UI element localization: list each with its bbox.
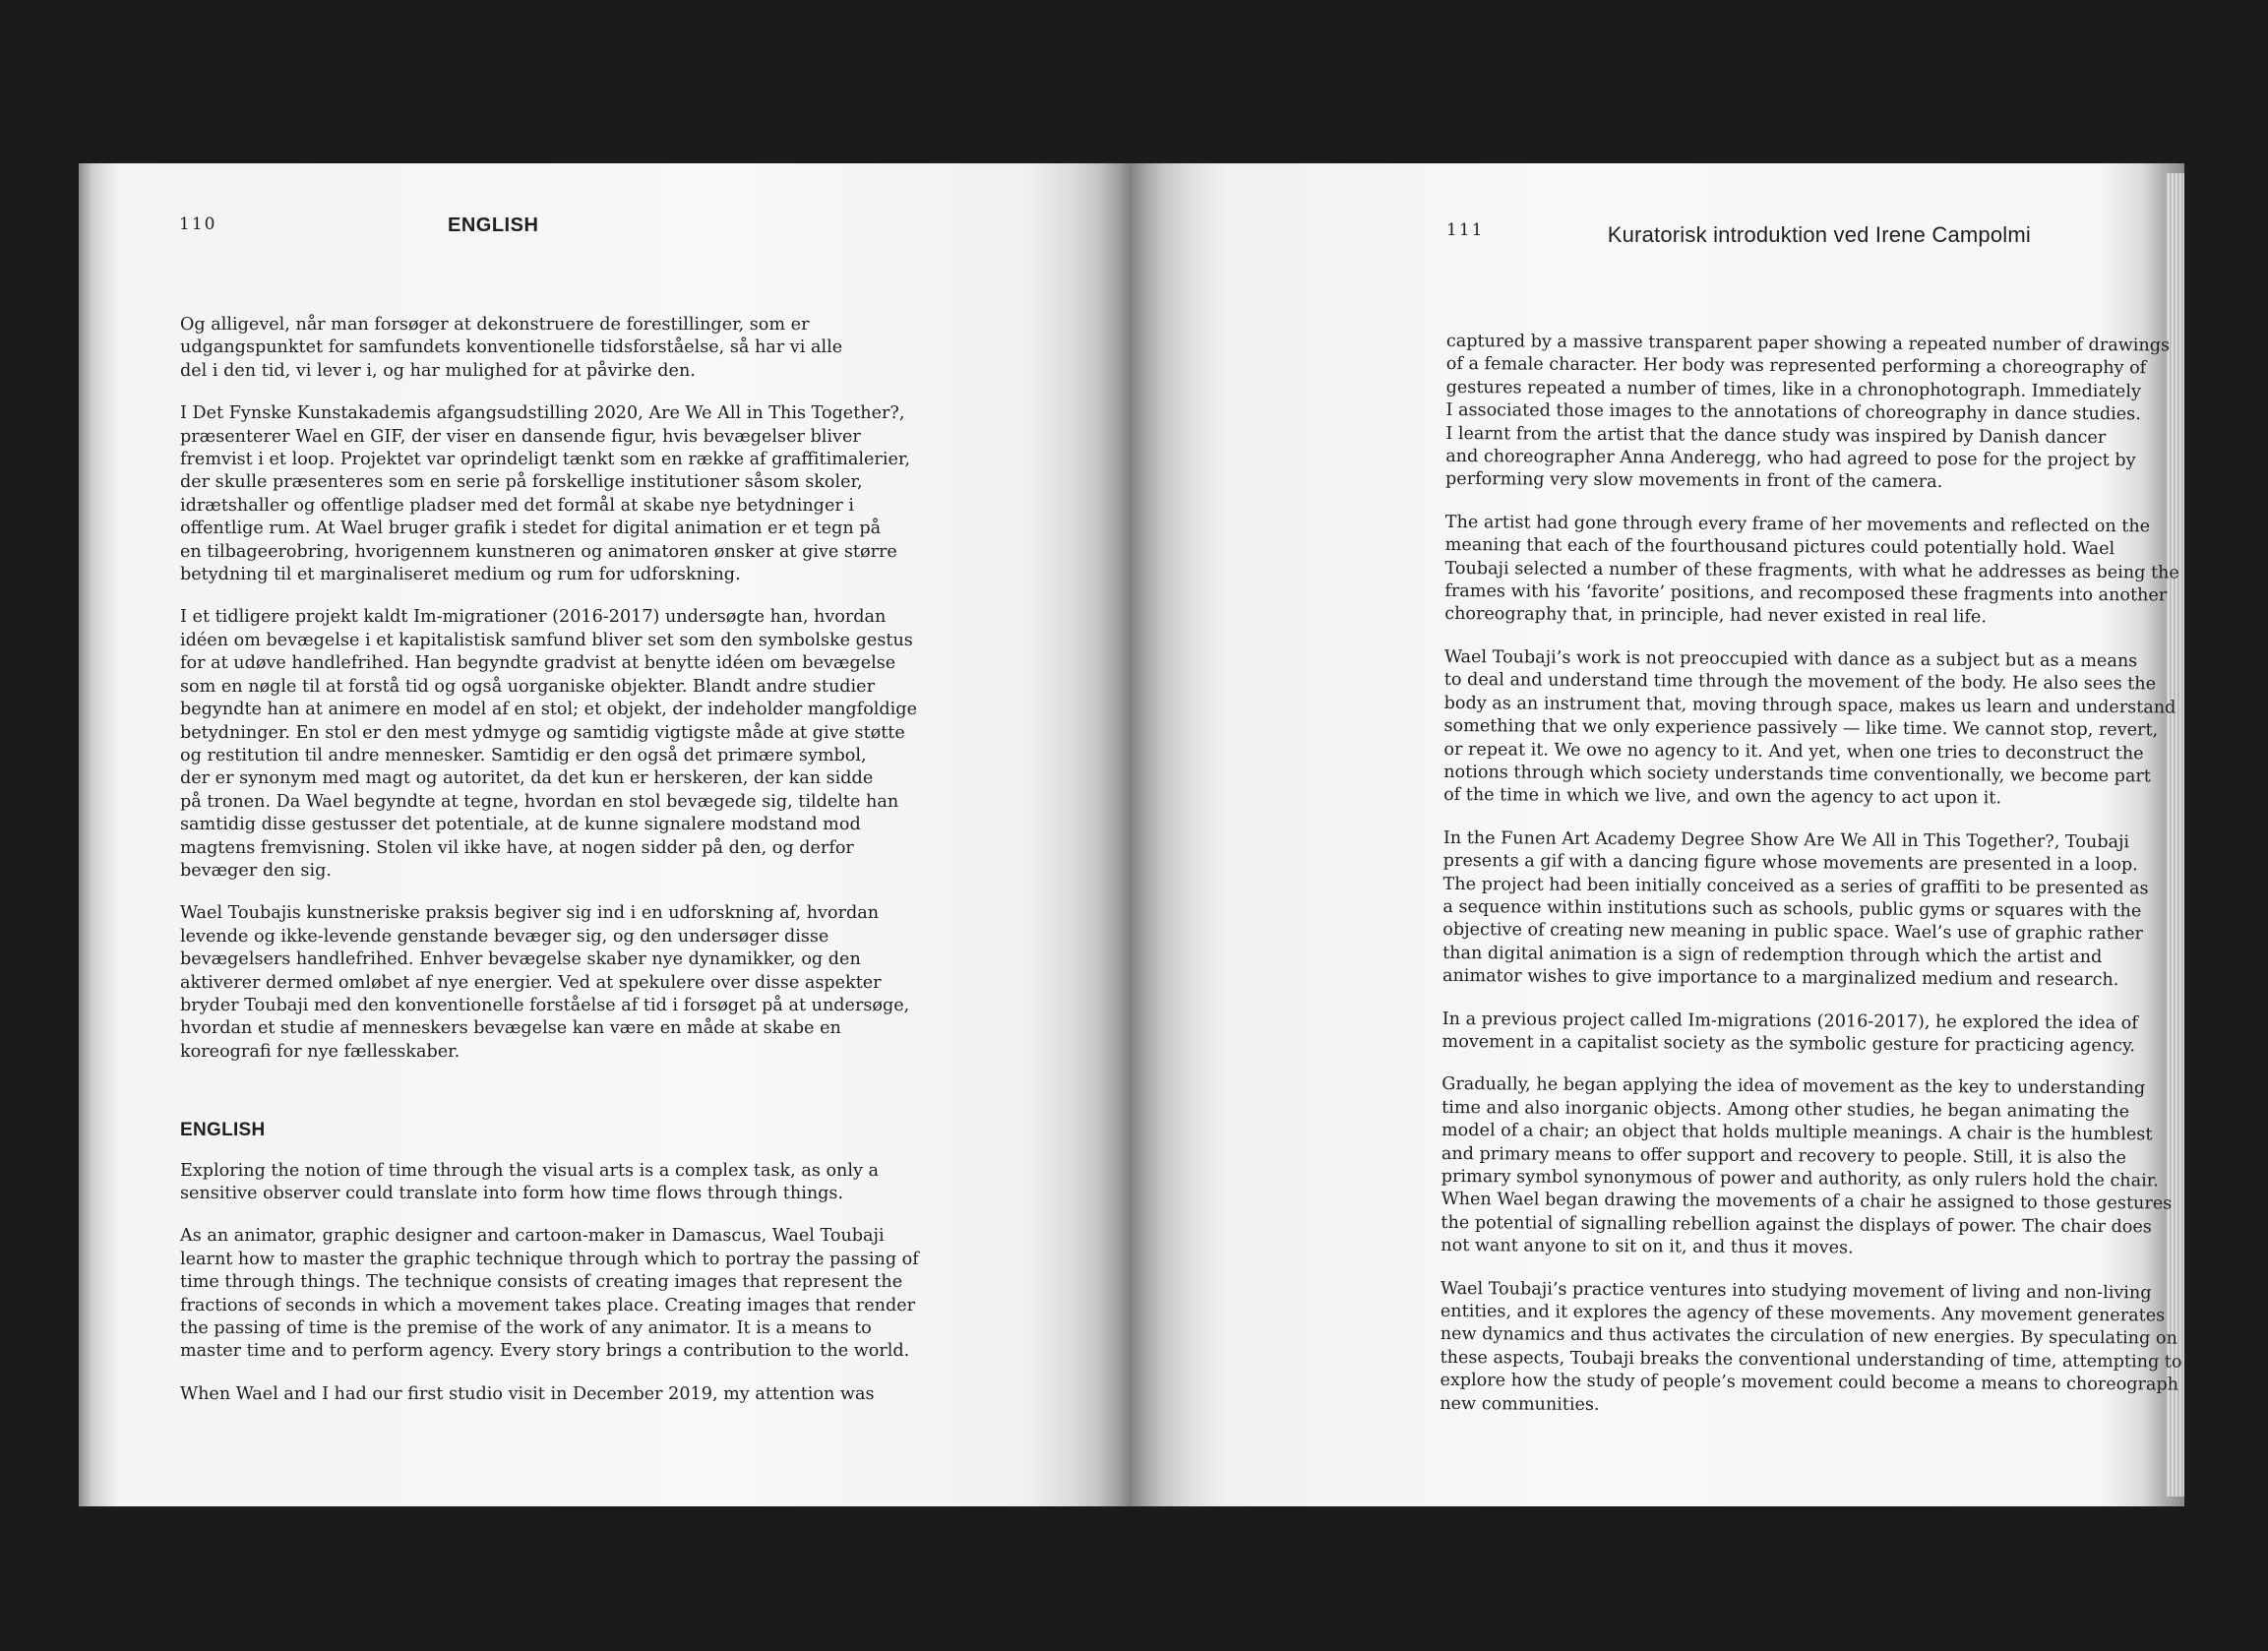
text-line: koreografi for nye fællesskaber.: [180, 1041, 460, 1062]
text-line: explore how the study of people’s movement could become a means to choreograph: [1440, 1371, 2179, 1395]
text-line: of a female character. Her body was represented performing a choreography of: [1445, 354, 2147, 379]
text-line: der er synonym med magt og autoritet, da det kun er herskeren, der kan sidde: [180, 768, 874, 789]
text-line: In the Funen Art Academy Degree Show Are We All in This Together?, Toubaji: [1442, 827, 2130, 852]
text-line: Gradually, he began applying the idea of movement as the key to understanding: [1441, 1074, 2146, 1099]
text-line: og restitution til andre mennesker. Samtidig er den også det primære symbol,: [180, 745, 867, 765]
text-line: gestures repeated a number of times, like in a chronophotograph. Immediately: [1445, 377, 2141, 402]
text-line: new communities.: [1440, 1393, 1600, 1415]
text-line: begyndte han at animere en model af en stol; et objekt, der indeholder mangfoldige: [180, 700, 917, 720]
text-line: presents a gif with a dancing figure whose movements are presented in a loop.: [1442, 851, 2138, 876]
text-line: levende og ikke-levende genstande bevæger sig, og den undersøger disse: [180, 926, 829, 947]
text-line: for at udøve handlefrihed. Han begyndte gradvist at benytte idéen om bevægelse: [180, 653, 896, 674]
text-line: fremvist i et loop. Projektet var oprindeligt tænkt som en række af graffitimalerier,: [180, 450, 910, 470]
text-line: animator wishes to give importance to a marginalized medium and research.: [1441, 966, 2119, 991]
paragraph: [180, 902, 967, 1064]
open-book-spread: [79, 163, 2184, 1506]
left-text-column: [180, 314, 967, 1426]
text-line: I et tidligere projekt kaldt Im-migrationer (2016-2017) undersøgte han, hvordan: [180, 607, 887, 628]
text-line: Exploring the notion of time through the visual arts is a complex task, as only a: [180, 1160, 880, 1181]
text-line: and choreographer Anna Anderegg, who had agreed to pose for the project by: [1445, 447, 2136, 471]
text-line: Wael Toubajis kunstneriske praksis begiver sig ind i en udforskning af, hvordan: [180, 903, 880, 924]
paragraph: [180, 1225, 967, 1363]
text-line: body as an instrument that, moving through space, makes us learn and understand: [1443, 693, 2176, 718]
danish-text: [180, 314, 967, 1064]
paragraph: [1443, 646, 2184, 813]
paragraph: [180, 1160, 967, 1206]
paragraph: [1440, 1073, 2184, 1262]
text-line: The artist had gone through every frame of her movements and reflected on the: [1444, 512, 2151, 537]
text-line: and primary means to offer support and recovery to people. Still, it is also the: [1440, 1143, 2127, 1168]
text-line: I Det Fynske Kunstakademis afgangsudstilling 2020, Are We All in This Together?,: [180, 403, 905, 424]
text-line: fractions of seconds in which a movement takes place. Creating images that render: [180, 1295, 916, 1315]
text-line: In a previous project called Im-migrations (2016-2017), he explored the idea of: [1441, 1009, 2138, 1033]
text-line: of the time in which we live, and own the agency to act upon it.: [1443, 785, 2002, 809]
text-line: model of a chair; an object that holds multiple meanings. A chair is the humblest: [1440, 1121, 2153, 1145]
text-line: I associated those images to the annotations of choreography in dance studies.: [1445, 400, 2141, 425]
paragraph: [180, 1383, 967, 1406]
text-line: performing very slow movements in front of the camera.: [1445, 469, 1943, 493]
paragraph: [180, 402, 967, 586]
text-line: som en nøgle til at forstå tid og også uorganiske objekter. Blandt andre studier: [180, 676, 875, 697]
text-line: objective of creating new meaning in public space. Wael’s use of graphic rather: [1442, 920, 2144, 945]
paragraph: [1445, 331, 2184, 497]
text-line: the potential of signalling rebellion against the displays of power. The chair does: [1440, 1212, 2152, 1238]
text-line: new dynamics and thus activates the circulation of new energies. By speculating on: [1440, 1324, 2177, 1349]
text-line: offentlige rum. At Wael bruger grafik i stedet for digital animation er et tegn på: [180, 519, 882, 539]
text-line: master time and to perform agency. Every story brings a contribution to the world.: [180, 1341, 910, 1362]
text-line: learnt how to master the graphic technique through which to portray the passing of: [180, 1249, 919, 1269]
text-line: time and also inorganic objects. Among other studies, he began animating the: [1441, 1097, 2130, 1123]
text-line: bevæger den sig.: [180, 860, 332, 881]
english-section-heading: ENGLISH: [180, 1120, 266, 1141]
text-line: bevægelsers handlefrihed. Enhver bevægelse skaber nye dynamikker, og den: [180, 949, 861, 970]
left-page-number: 110: [179, 214, 217, 234]
left-page: [79, 163, 1132, 1506]
left-header-title: ENGLISH: [448, 214, 539, 236]
paragraph: [180, 606, 967, 883]
english-text-continued: [1440, 331, 2184, 1421]
text-line: præsenterer Wael en GIF, der viser en dansende figur, hvis bevægelser bliver: [180, 426, 861, 447]
text-line: betydninger. En stol er den mest ydmyge og samtidig vigtigste måde at give støtte: [180, 722, 905, 743]
text-line: not want anyone to sit on it, and thus it moves.: [1440, 1236, 1854, 1258]
text-line: Wael Toubaji’s work is not preoccupied with dance as a subject but as a means: [1443, 646, 2138, 672]
text-line: frames with his ‘favorite’ positions, and recomposed these fragments into another: [1444, 581, 2168, 606]
text-line: på tronen. Da Wael begyndte at tegne, hvordan en stol bevægede sig, tildelte han: [180, 791, 899, 812]
text-line: movement in a capitalist society as the symbolic gesture for practicing agency.: [1441, 1031, 2136, 1057]
paragraph: [1442, 1009, 2184, 1060]
paragraph: [1440, 1278, 2184, 1421]
text-line: As an animator, graphic designer and cartoon-maker in Damascus, Wael Toubaji: [180, 1226, 885, 1247]
right-page: [1132, 163, 2184, 1506]
text-line: these aspects, Toubaji breaks the conventional understanding of time, attempting to: [1440, 1347, 2182, 1373]
text-line: hvordan et studie af menneskers bevægelse kan være en måde at skabe en: [180, 1018, 841, 1039]
text-line: meaning that each of the fourthousand pictures could potentially hold. Wael: [1444, 535, 2115, 560]
text-line: a sequence within institutions such as schools, public gyms or squares with the: [1442, 896, 2142, 922]
paragraph: [1444, 512, 2184, 632]
text-line: When Wael and I had our first studio visit in December 2019, my attention was: [180, 1383, 875, 1404]
text-line: aktiverer dermed omløbet af nye energier. Ved at spekulere over disse aspekter: [180, 972, 882, 993]
right-running-title: Kuratorisk introduktion ved Irene Campolmi: [1607, 222, 2031, 247]
text-line: or repeat it. We owe no agency to it. And yet, when one tries to deconstruct the: [1443, 739, 2144, 764]
text-line: to deal and understand time through the movement of the body. He also sees the: [1443, 670, 2157, 695]
text-line: magtens fremvisning. Stolen vil ikke have, at nogen sidder på den, og derfor: [180, 837, 854, 858]
text-line: samtidig disse gestusser det potentiale, at de kunne signalere modstand mod: [180, 815, 861, 835]
text-line: betydning til et marginaliseret medium og rum for udforskning.: [180, 565, 741, 585]
text-line: When Wael began drawing the movements of a chair he assigned to those gestures: [1440, 1190, 2173, 1214]
text-line: captured by a massive transparent paper showing a repeated number of drawings: [1445, 332, 2171, 356]
text-line: Toubaji selected a number of these fragments, with what he addresses as being the: [1444, 558, 2179, 583]
text-line: than digital animation is a sign of redemption through which the artist and: [1442, 943, 2103, 967]
text-line: del i den tid, vi lever i, og har mulighed for at påvirke den.: [180, 360, 696, 381]
text-line: Wael Toubaji’s practice ventures into studying movement of living and non-living: [1440, 1278, 2152, 1304]
text-line: bryder Toubaji med den konventionelle forståelse af tid i forsøget på at undersøge,: [180, 995, 910, 1015]
right-text-column: [1440, 331, 2184, 1440]
text-line: en tilbageerobring, hvorigennem kunstneren og animatoren ønsker at give større: [180, 541, 897, 562]
text-line: der skulle præsenteres som en serie på forskellige institutioner såsom skoler,: [180, 472, 863, 493]
right-page-number: 111: [1446, 220, 1485, 240]
paragraph: [180, 314, 967, 383]
text-line: Og alligevel, når man forsøger at dekonstruere de forestillinger, som er: [180, 315, 810, 335]
text-line: idrætshaller og offentlige pladser med det formål at skabe nye betydninger i: [180, 495, 854, 516]
text-line: idéen om bevægelse i et kapitalistisk samfund bliver set som den symbolske gestus: [180, 630, 913, 650]
text-line: the passing of time is the premise of the work of any animator. It is a means to: [180, 1318, 872, 1339]
text-line: something that we only experience passively — like time. We cannot stop, revert,: [1443, 716, 2159, 741]
text-line: primary symbol synonymous of power and authority, as only rulers hold the chair.: [1440, 1166, 2159, 1192]
paragraph: [1442, 827, 2184, 994]
english-text: [180, 1160, 967, 1407]
text-line: notions through which society understands time conventionally, we become part: [1443, 762, 2151, 787]
text-line: choreography that, in principle, had never existed in real life.: [1444, 604, 1988, 628]
text-line: udgangspunktet for samfundets konventionelle tidsforståelse, så har vi alle: [180, 337, 843, 358]
text-line: time through things. The technique consists of creating images that represent the: [180, 1272, 903, 1293]
text-line: The project had been initially conceived as a series of graffiti to be presented as: [1442, 874, 2149, 898]
text-line: I learnt from the artist that the dance study was inspired by Danish dancer: [1445, 423, 2107, 448]
text-line: sensitive observer could translate into form how time flows through things.: [180, 1184, 844, 1203]
text-line: entities, and it explores the agency of these movements. Any movement generates: [1440, 1302, 2166, 1326]
